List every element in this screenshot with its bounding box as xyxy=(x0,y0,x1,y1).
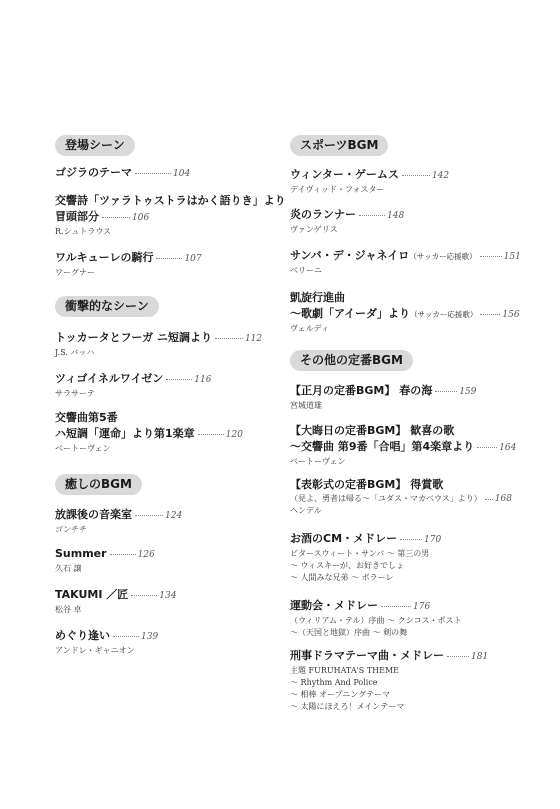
list-item[interactable] xyxy=(290,598,530,639)
page-number: 134 xyxy=(159,591,177,601)
song-title: TAKUMI ／匠 xyxy=(55,588,129,601)
song-title: ウィンター・ゲームス xyxy=(290,168,399,181)
page-number: 116 xyxy=(194,375,212,385)
page-number: 120 xyxy=(225,430,243,440)
medley-track: ～ 太陽にほえろ！メインテーマ xyxy=(290,702,405,711)
page-number: 168 xyxy=(494,494,512,504)
song-title: トッカータとフーガ ニ短調より xyxy=(55,331,212,344)
song-title: めぐり逢い xyxy=(55,629,110,642)
medley-track: （ウィリアム・テル）序曲 ～ クシコス・ポスト xyxy=(290,616,462,625)
page-number: 139 xyxy=(141,632,159,642)
page-number: 142 xyxy=(431,171,450,181)
song-title-line2: 冒頭部分 xyxy=(55,210,99,223)
medley-track: ～（天国と地獄）序曲 ～ 剣の舞 xyxy=(290,628,408,637)
composer-name: ベートーヴェン xyxy=(290,457,346,466)
list-item[interactable] xyxy=(55,628,295,657)
page-number: 148 xyxy=(387,211,405,221)
composer-name: ヘンデル xyxy=(290,506,322,515)
song-title: 【表彰式の定番BGM】 得賞歌 xyxy=(290,478,444,491)
song-subtitle: （見よ、勇者は帰る～「ユダス・マカベウス」より） xyxy=(290,494,482,503)
song-title: お酒のCM・メドレー xyxy=(290,532,398,545)
list-item[interactable] xyxy=(55,587,295,616)
section-heading: スポーツBGM xyxy=(290,135,388,156)
list-item[interactable] xyxy=(55,546,295,575)
composer-name: デイヴィッド・フォスター xyxy=(290,185,385,194)
list-item[interactable] xyxy=(55,165,295,182)
composer-name: ヴァンゲリス xyxy=(290,225,338,234)
composer-name: 松谷 卓 xyxy=(55,605,82,614)
composer-name: 宮城道雄 xyxy=(290,401,322,410)
song-title: サンバ・デ・ジャネイロ xyxy=(290,249,410,262)
section-heading: 登場シーン xyxy=(55,135,135,156)
list-item[interactable] xyxy=(290,477,530,517)
song-title: 放課後の音楽室 xyxy=(55,508,132,521)
composer-name: 久石 譲 xyxy=(55,564,82,573)
list-item[interactable] xyxy=(55,250,295,279)
song-title-line2: ハ短調「運命」より第1楽章 xyxy=(55,427,195,440)
page-number: 156 xyxy=(502,310,520,320)
medley-track: ビタースウィート・サンバ ～ 第三の男 xyxy=(290,549,430,558)
song-title: ワルキューレの騎行 xyxy=(55,251,154,264)
section-heading: 癒しのBGM xyxy=(55,474,142,495)
page-number: 106 xyxy=(132,213,150,223)
song-title: 刑事ドラマテーマ曲・メドレー xyxy=(290,649,444,662)
section-heading: その他の定番BGM xyxy=(290,350,413,371)
page-number: 124 xyxy=(165,511,183,521)
list-item[interactable] xyxy=(290,207,530,236)
page-number: 170 xyxy=(424,535,442,545)
list-item[interactable] xyxy=(290,248,530,277)
page-number: 151 xyxy=(503,252,521,262)
list-item[interactable] xyxy=(55,371,295,400)
page-number: 112 xyxy=(244,334,263,344)
list-item[interactable] xyxy=(55,410,295,455)
page-number: 181 xyxy=(471,652,489,662)
song-title: ツィゴイネルワイゼン xyxy=(55,372,164,385)
section-heading: 衝撃的なシーン xyxy=(55,296,159,317)
list-item[interactable] xyxy=(55,330,295,359)
list-item[interactable] xyxy=(290,531,530,584)
composer-name: ゴンチチ xyxy=(55,525,87,534)
composer-name: R.シュトラウス xyxy=(55,227,112,236)
medley-track: ～ 相棒 オープニングテーマ xyxy=(290,690,391,699)
song-title: 【正月の定番BGM】 春の海 xyxy=(290,384,433,397)
composer-name: ヴェルディ xyxy=(290,324,330,333)
song-title: 【大晦日の定番BGM】 歓喜の歌 xyxy=(290,424,455,437)
medley-track: ～ ウィスキーが、お好きでしょ xyxy=(290,561,405,570)
song-title: 交響詩「ツァラトゥストラはかく語りき」より xyxy=(55,194,286,207)
song-title: 運動会・メドレー xyxy=(290,599,378,612)
page-number: 104 xyxy=(173,169,191,179)
composer-name: ベートーヴェン xyxy=(55,444,111,453)
song-title: 炎のランナー xyxy=(290,208,356,221)
page-number: 159 xyxy=(459,387,477,397)
page-number: 164 xyxy=(499,443,517,453)
list-item[interactable] xyxy=(290,383,530,412)
song-title-line2: ～交響曲 第9番「合唱」第4楽章より xyxy=(290,440,475,453)
composer-name: アンドレ・ギャニオン xyxy=(55,646,135,655)
list-item[interactable] xyxy=(290,167,530,196)
page-number: 176 xyxy=(413,602,431,612)
song-title-line2: ～歌劇「アイーダ」より xyxy=(290,307,411,320)
page-number: 107 xyxy=(184,254,202,264)
song-title: ゴジラのテーマ xyxy=(55,166,132,179)
song-note: （サッカー応援歌） xyxy=(409,252,477,261)
song-title: 交響曲第5番 xyxy=(55,411,118,424)
list-item[interactable] xyxy=(290,648,530,713)
list-item[interactable] xyxy=(55,193,295,238)
song-title: 凱旋行進曲 xyxy=(290,291,345,304)
list-item[interactable] xyxy=(55,507,295,536)
composer-name: J.S. バッハ xyxy=(55,348,95,357)
composer-name: ベリーニ xyxy=(290,266,322,275)
medley-track: 主題 FURUHATA'S THEME xyxy=(290,666,399,675)
list-item[interactable] xyxy=(290,290,530,335)
page-number: 126 xyxy=(137,550,155,560)
composer-name: ワーグナー xyxy=(55,268,95,277)
composer-name: サラサーテ xyxy=(55,389,95,398)
list-item[interactable] xyxy=(290,423,530,468)
medley-track: ～ 人間みな兄弟 ～ ボラーレ xyxy=(290,573,394,582)
song-title: Summer xyxy=(55,547,107,560)
medley-track: ～ Rhythm And Police xyxy=(290,678,378,687)
song-note: （サッカー応援歌） xyxy=(410,310,478,319)
